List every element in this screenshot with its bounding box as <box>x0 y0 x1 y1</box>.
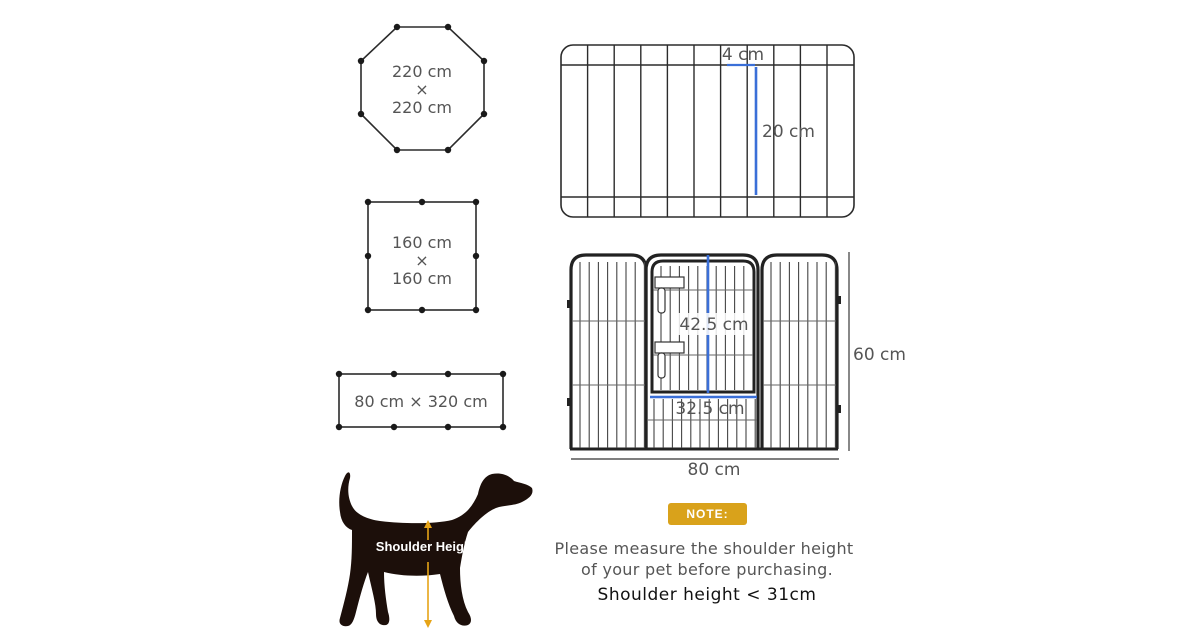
square-width: 160 cm <box>391 233 453 252</box>
note-title: NOTE: <box>686 507 729 521</box>
note-line-1: Please measure the shoulder height <box>554 539 854 558</box>
square-times: × <box>415 251 429 270</box>
dog-silhouette <box>339 472 532 628</box>
octagon-times: × <box>415 80 429 99</box>
panel-width-label: 80 cm <box>687 460 741 480</box>
shoulder-height-label: Shoulder Height <box>375 539 477 554</box>
gap-width-label: 4 cm <box>721 45 765 65</box>
door-width-label: 32.5 cm <box>675 399 745 419</box>
panel-detail <box>561 45 854 217</box>
panel-height-label: 60 cm <box>853 345 906 365</box>
rectangle-size: 80 cm × 320 cm <box>354 392 488 411</box>
octagon-width: 220 cm <box>391 62 453 81</box>
note-line-2: of your pet before purchasing. <box>581 560 833 579</box>
note-requirement: Shoulder height < 31cm <box>597 585 817 605</box>
note-section <box>555 503 854 605</box>
octagon-layout <box>358 24 487 153</box>
square-layout <box>365 199 479 313</box>
gap-height-label: 20 cm <box>762 122 815 142</box>
octagon-depth: 220 cm <box>391 98 453 117</box>
square-depth: 160 cm <box>391 269 453 288</box>
door-height-label: 42.5 cm <box>679 315 749 335</box>
rectangle-layout <box>336 371 506 430</box>
panel-front <box>567 252 906 480</box>
